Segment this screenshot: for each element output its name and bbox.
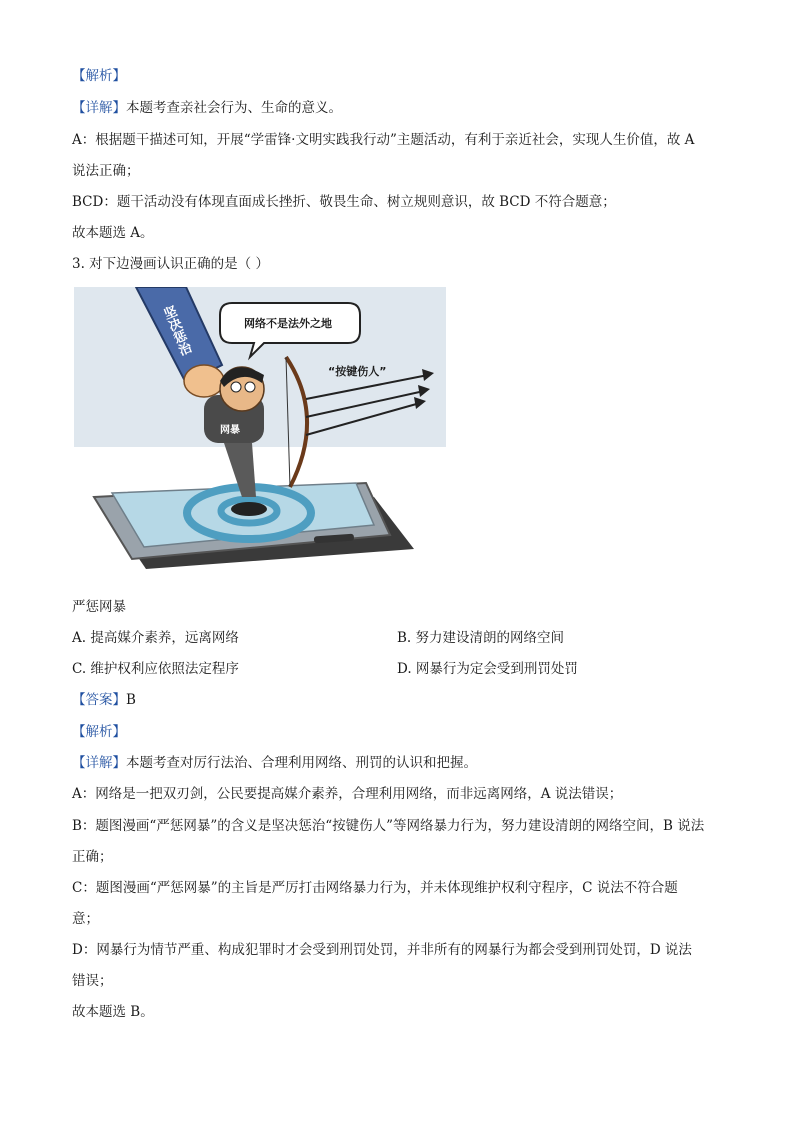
detail-text: 本题考查亲社会行为、生命的意义。 — [126, 100, 342, 116]
option-c: C. 维护权利应依照法定程序 — [72, 661, 239, 677]
option-b: B. 努力建设清朗的网络空间 — [397, 630, 565, 646]
detail-tag-2: 【详解】 — [72, 755, 126, 771]
analysis-a-line-2: 说法正确； — [72, 163, 140, 179]
answer-line — [72, 690, 136, 710]
arrow-label: “按键伤人” — [328, 365, 387, 378]
answer-value: B — [126, 692, 136, 708]
analysis-a-line: A：网络是一把双刃剑，公民要提高媒介素养，合理利用网络，而非远离网络，A 说法错误； — [72, 786, 623, 802]
detail-line — [72, 98, 342, 118]
bubble-text: 网络不是法外之地 — [244, 317, 332, 330]
analysis-c-line-1: C：题图漫画“严惩网暴”的主旨是严厉打击网络暴力行为，并未体现维护权利守程序，C 说法不符合题 — [72, 880, 678, 896]
conclusion-line: 故本题选 A。 — [72, 225, 154, 241]
option-d: D. 网暴行为定会受到刑罚处罚 — [397, 661, 578, 677]
detail-line-2 — [72, 753, 477, 773]
shirt-text: 网暴 — [220, 425, 240, 436]
option-a: A. 提高媒介素养，远离网络 — [72, 630, 239, 646]
comic-image — [74, 287, 446, 579]
analysis-d-line-2: 错误； — [72, 973, 113, 989]
analysis-a-line-1: A：根据题干描述可知，开展“学雷锋·文明实践我行动”主题活动，有利于亲近社会，实现人生价值，故 A — [72, 132, 695, 148]
analysis-d-line-1: D：网暴行为情节严重、构成犯罪时才会受到刑罚处罚，并非所有的网暴行为都会受到刑罚处罚，D 说法 — [72, 942, 692, 958]
analysis-b-line-1: B：题图漫画“严惩网暴”的含义是坚决惩治“按键伤人”等网络暴力行为，努力建设清朗的网络空间，B 说法 — [72, 818, 705, 834]
analysis-b-line-2: 正确； — [72, 849, 113, 865]
detail-tag: 【详解】 — [72, 100, 126, 116]
analysis-c-line-2: 意； — [72, 911, 99, 927]
conclusion-line-2: 故本题选 B。 — [72, 1004, 154, 1020]
analysis-bcd-line: BCD：题干活动没有体现直面成长挫折、敬畏生命、树立规则意识，故 BCD 不符合题意； — [72, 194, 616, 210]
question-stem: 3. 对下边漫画认识正确的是（ ） — [72, 256, 269, 272]
analysis-heading-2: 【解析】 — [72, 724, 126, 740]
comic-caption: 严惩网暴 — [72, 599, 126, 615]
sleeve-text: 坚决惩治 — [159, 304, 193, 359]
answer-tag: 【答案】 — [72, 692, 126, 708]
detail-text-2: 本题考查对厉行法治、合理利用网络、刑罚的认识和把握。 — [126, 755, 477, 771]
analysis-heading: 【解析】 — [72, 68, 126, 84]
